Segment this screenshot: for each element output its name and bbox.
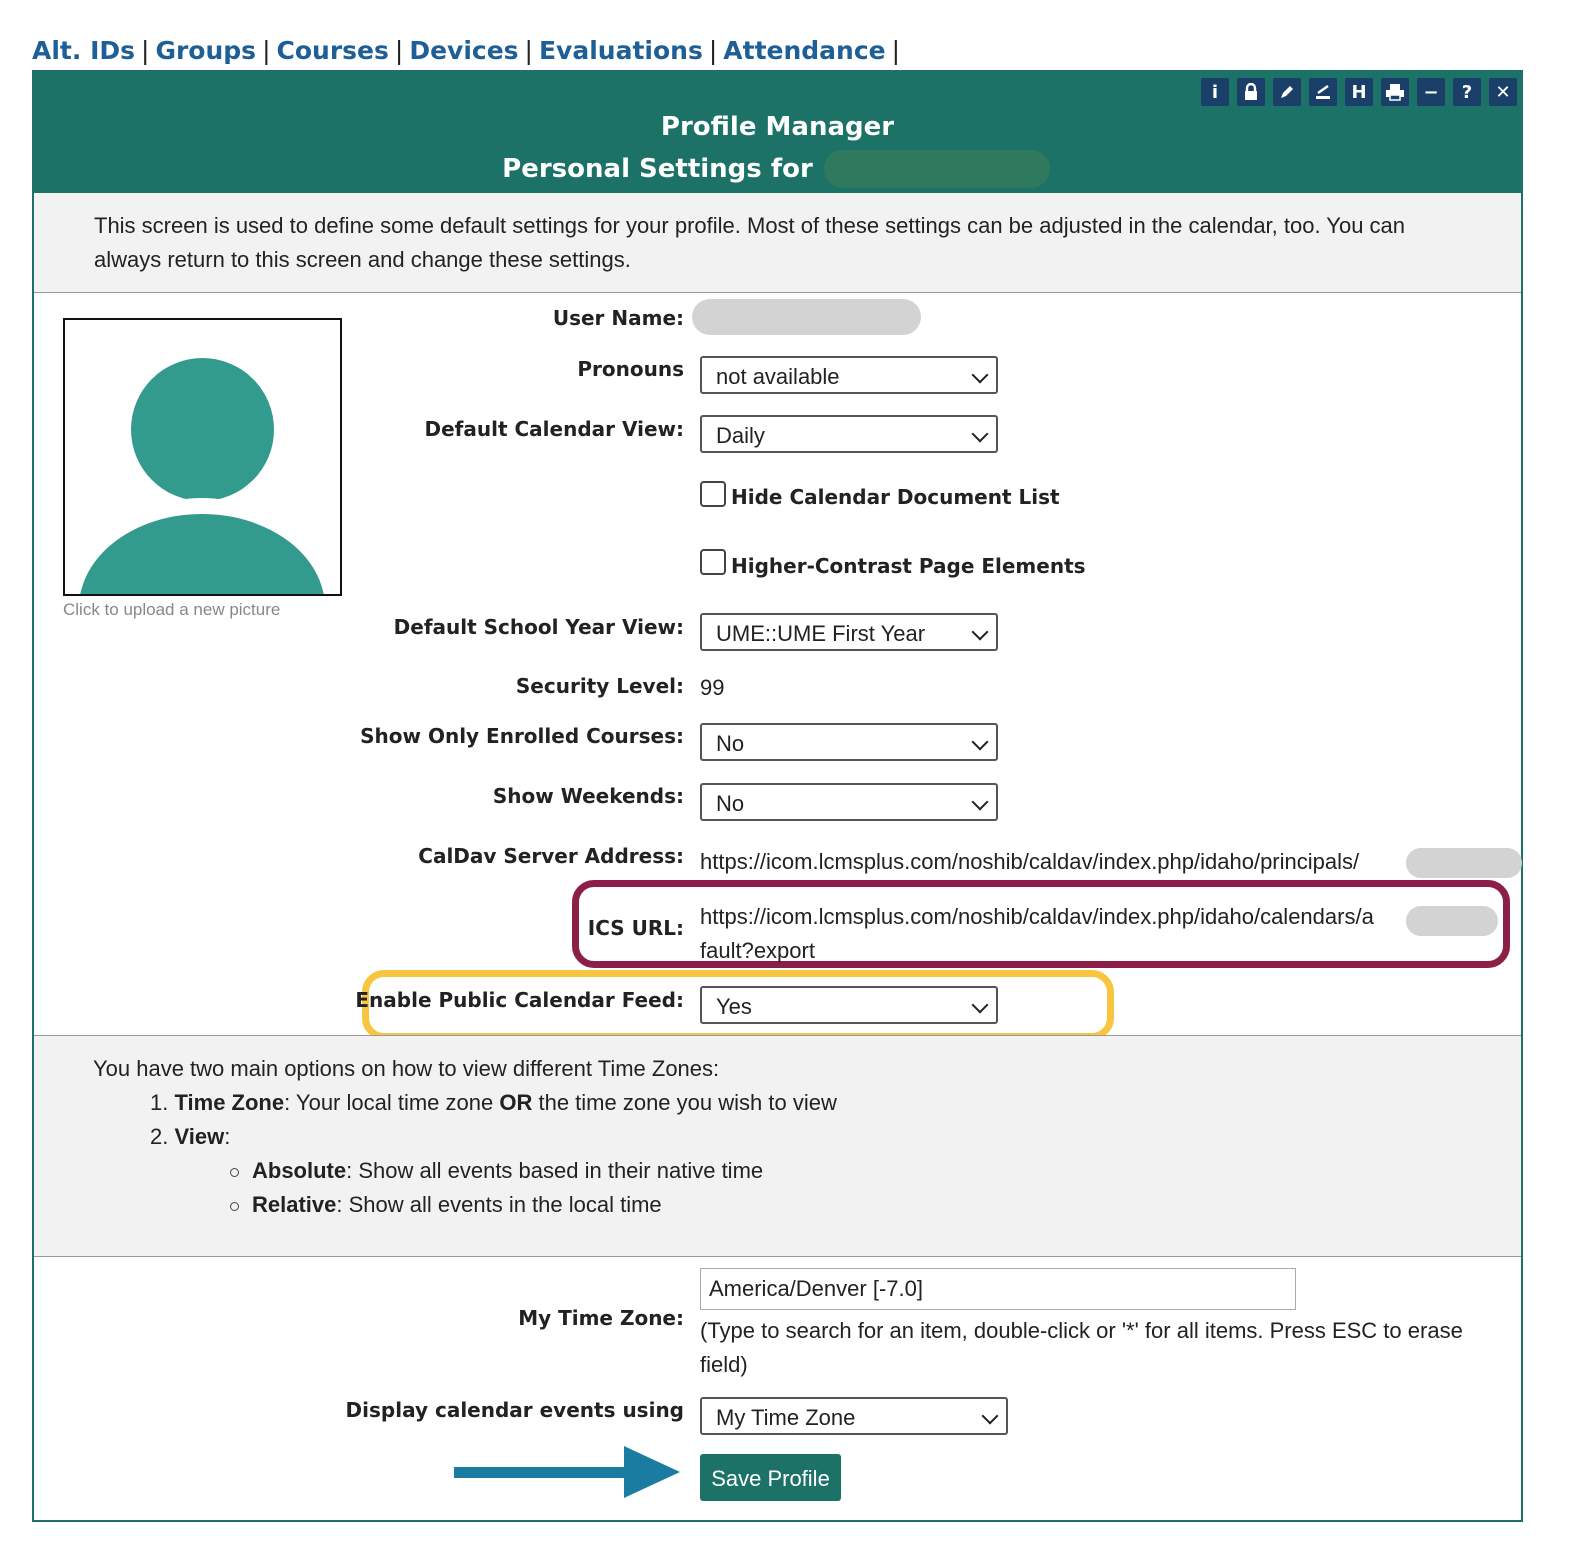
avatar-head-icon — [131, 358, 274, 501]
weekends-value: No — [716, 791, 745, 816]
item1-term: Time Zone — [174, 1090, 285, 1115]
upload-picture-caption: Click to upload a new picture — [63, 600, 281, 619]
panel-title: Profile Manager — [660, 112, 895, 142]
nav-separator: | — [708, 35, 718, 65]
sign-icon[interactable] — [1309, 78, 1337, 106]
timezone-info-item1 — [150, 1090, 837, 1116]
public-feed-value: Yes — [716, 994, 752, 1019]
save-profile-button[interactable]: Save Profile — [700, 1454, 841, 1501]
nav-separator: | — [891, 35, 901, 65]
high-contrast-checkbox[interactable] — [700, 549, 726, 575]
calendar-view-label: Default Calendar View: — [424, 417, 684, 441]
chevron-down-icon — [972, 367, 989, 384]
item1-text-b: the time zone you wish to view — [532, 1090, 837, 1115]
enrolled-courses-value: No — [716, 731, 745, 756]
nav-separator: | — [262, 35, 271, 65]
chevron-down-icon — [982, 1408, 999, 1425]
timezone-info-panel — [34, 1035, 1521, 1257]
timezone-info-item2 — [150, 1124, 230, 1150]
ics-url-line2: fault?export — [700, 938, 815, 963]
nav-groups[interactable]: Groups — [155, 35, 257, 65]
item1-or: OR — [499, 1090, 533, 1115]
security-level-label: Security Level: — [515, 674, 684, 698]
timezone-info-absolute — [252, 1158, 763, 1184]
chevron-down-icon — [972, 794, 989, 811]
hide-doc-list-checkbox[interactable] — [700, 481, 726, 507]
panel-subtitle — [34, 154, 1521, 184]
school-year-value: UME::UME First Year — [716, 621, 926, 646]
chevron-down-icon — [972, 624, 989, 641]
absolute-term: Absolute — [252, 1158, 347, 1183]
redacted-ics-suffix — [1406, 906, 1498, 936]
item2-text: : — [224, 1124, 231, 1149]
item2-term: View — [174, 1124, 225, 1149]
ics-url-label: ICS URL: — [587, 916, 684, 940]
redacted-caldav-suffix — [1406, 848, 1522, 878]
weekends-select[interactable] — [700, 783, 998, 821]
school-year-label: Default School Year View: — [393, 615, 684, 639]
display-events-value: My Time Zone — [716, 1405, 856, 1430]
info-icon[interactable]: i — [1201, 78, 1229, 106]
high-contrast-label: Higher-Contrast Page Elements — [731, 554, 1086, 578]
lock-icon[interactable] — [1237, 78, 1265, 106]
print-icon[interactable] — [1381, 78, 1409, 106]
security-level-value: 99 — [700, 675, 725, 700]
relative-term: Relative — [252, 1192, 337, 1217]
public-feed-label: Enable Public Calendar Feed: — [355, 988, 684, 1012]
relative-text: : Show all events in the local time — [336, 1192, 662, 1217]
timezone-info-relative — [252, 1192, 662, 1218]
display-events-select[interactable] — [700, 1397, 1008, 1435]
timezone-input[interactable]: America/Denver [-7.0] — [700, 1268, 1296, 1310]
redacted-name — [824, 150, 1050, 188]
profile-picture[interactable] — [63, 318, 342, 596]
user-name-label: User Name: — [552, 306, 684, 330]
panel-toolbar — [1201, 78, 1517, 106]
nav-separator: | — [394, 35, 404, 65]
top-nav — [32, 30, 906, 70]
edit-icon[interactable] — [1273, 78, 1301, 106]
pronouns-select[interactable] — [700, 356, 998, 394]
nav-devices[interactable]: Devices — [409, 35, 519, 65]
panel-subtitle-text: Personal Settings for — [502, 154, 813, 184]
bullet-icon — [230, 1202, 239, 1211]
timezone-hint: (Type to search for an item, double-click or '*' for all items. Press ESC to erase field) — [700, 1318, 1463, 1377]
close-icon[interactable]: ✕ — [1489, 78, 1517, 106]
panel-header — [34, 72, 1521, 193]
calendar-view-select[interactable] — [700, 415, 998, 453]
pronouns-label: Pronouns — [577, 357, 684, 381]
nav-alt-ids[interactable]: Alt. IDs — [32, 35, 136, 65]
hide-doc-list-label: Hide Calendar Document List — [731, 485, 1060, 509]
nav-attendance[interactable]: Attendance — [723, 35, 886, 65]
help-icon[interactable]: ? — [1453, 78, 1481, 106]
avatar-body-icon — [79, 498, 325, 596]
minimize-icon[interactable]: − — [1417, 78, 1445, 106]
heading-icon[interactable]: H — [1345, 78, 1373, 106]
enrolled-courses-select[interactable] — [700, 723, 998, 761]
timezone-info-intro: You have two main options on how to view different Time Zones: — [93, 1056, 720, 1081]
nav-separator: | — [524, 35, 533, 65]
my-timezone-label: My Time Zone: — [518, 1306, 684, 1330]
pronouns-value: not available — [716, 364, 840, 389]
chevron-down-icon — [972, 426, 989, 443]
school-year-select[interactable] — [700, 613, 998, 651]
profile-manager-panel — [32, 70, 1523, 1522]
list-number: 2. — [150, 1124, 169, 1149]
arrow-right-icon — [454, 1444, 684, 1502]
chevron-down-icon — [972, 734, 989, 751]
display-events-label: Display calendar events using — [345, 1398, 684, 1422]
weekends-label: Show Weekends: — [492, 784, 684, 808]
caldav-address: https://icom.lcmsplus.com/noshib/caldav/index.php/idaho/principals/ — [700, 849, 1360, 874]
nav-separator: | — [141, 35, 150, 65]
enrolled-courses-label: Show Only Enrolled Courses: — [360, 724, 684, 748]
ics-url-line1: https://icom.lcmsplus.com/noshib/caldav/index.php/idaho/calendars/a — [700, 904, 1374, 929]
item1-text-a: : Your local time zone — [284, 1090, 500, 1115]
bullet-icon — [230, 1168, 239, 1177]
public-feed-select[interactable] — [700, 986, 998, 1024]
absolute-text: : Show all events based in their native time — [346, 1158, 764, 1183]
nav-courses[interactable]: Courses — [276, 35, 389, 65]
list-number: 1. — [150, 1090, 169, 1115]
nav-evaluations[interactable]: Evaluations — [538, 35, 703, 65]
chevron-down-icon — [972, 997, 989, 1014]
caldav-label: CalDav Server Address: — [418, 844, 684, 868]
calendar-view-value: Daily — [716, 423, 765, 448]
intro-text: This screen is used to define some default settings for your profile. Most of these settings can be adjusted in the calendar, too. You can always return to this screen and change these settings. — [34, 193, 1521, 293]
redacted-user-name — [692, 299, 921, 335]
